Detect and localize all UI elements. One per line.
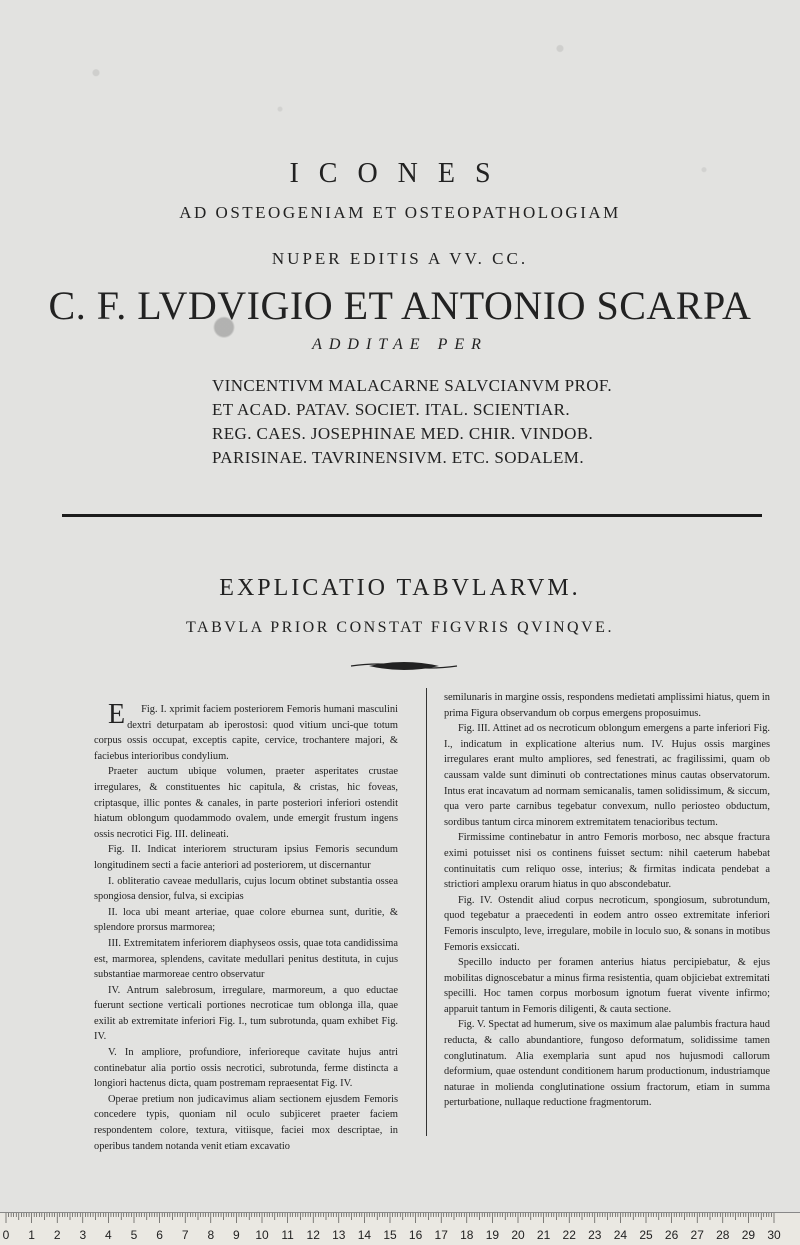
ruler-label: 16	[408, 1228, 423, 1242]
left-text-column	[94, 699, 398, 1154]
fig-prefix: Fig. I.	[141, 704, 167, 715]
paragraph	[94, 699, 398, 764]
ruler-label: 15	[383, 1228, 397, 1242]
paragraph: Fig. II. Indicat interiorem structuram ipsius Femoris secundum longitudinem secti a facie anteriori ad posteriorem, ut discernantur	[94, 844, 398, 871]
paragraph: Fig. IV. Ostendit aliud corpus necroticum, spongiosum, subrotundum, quod tegebatur a praecedenti in eodem antro osseo extremitate inferiori Femoris insculpto, leve, irregulare, mobile in loculo suo, & sonans in motibus Femoris exsiccati.	[444, 894, 770, 953]
paragraph: semilunaris in margine ossis, respondens medietati amplissimi hiatus, quem in prima Figura observandum ob corpus emergens proposuimus.	[444, 692, 770, 719]
title-authors: C. F. LVDVIGIO ET ANTONIO SCARPA	[48, 283, 752, 328]
ruler-label: 25	[639, 1228, 653, 1242]
paragraph: IV. Antrum salebrosum, irregulare, marmoreum, a quo eductae fuerunt sectione verticali portiones necroticae tum oblonga illa, quae exilit ab extremitate inferiori Fig. I., tum subrotunda, quam exhibet Fig. IV.	[94, 984, 398, 1043]
paragraph: Praeter auctum ubique volumen, praeter asperitates crustae irregulares, & constituentes hic capitula, & cristas, hic foveas, criptasque, illic pontes & canales, in parte posteriori inferiori ostendit hiatum oblongum quodammodo ovalem, unde emergit frustum ingens ossis necrotici Fig. III. delineati.	[94, 766, 398, 840]
section-heading: EXPLICATIO TABVLARVM.	[219, 575, 581, 601]
horizontal-rule	[62, 514, 762, 517]
ruler-label: 28	[716, 1228, 730, 1242]
author-line-4: PARISINAE. TAVRINENSIVM. ETC. SODALEM.	[212, 448, 584, 467]
ruler-label: 24	[613, 1228, 628, 1242]
ruler-label: 30	[767, 1228, 781, 1242]
ruler-label: 10	[255, 1228, 269, 1242]
ruler-label: 1	[28, 1228, 35, 1242]
author-line-3: REG. CAES. JOSEPHINAE MED. CHIR. VINDOB.	[212, 424, 594, 443]
paragraph: I. obliteratio caveae medullaris, cujus locum obtinet substantia ossea spongiosa densior, fulva, si excipias	[94, 875, 398, 903]
ruler-label: 23	[588, 1228, 602, 1242]
paragraph-text: xprimit faciem posteriorem Femoris humani masculini dextri deturpatam ab iperostosi: quod vitium unci-que totum corpus ossis occupat, exceptis capite, cervice, trochantere majori, & faciebus interioribus condylium.	[94, 704, 398, 762]
ruler-label: 27	[690, 1228, 704, 1242]
ruler-label: 7	[181, 1228, 189, 1242]
ruler-label: 9	[233, 1228, 240, 1242]
author-line-2: ET ACAD. PATAV. SOCIET. ITAL. SCIENTIAR.	[212, 400, 571, 419]
ornament-divider-icon	[349, 656, 459, 676]
paragraph: Fig. III. Attinet ad os necroticum oblongum emergens a parte inferiori Fig. I., indicatum in explicatione alterius num. IV. Hujus ossis margines irregulares erant multo ampliores, sed fenestrati, ac fragilissimi, quam ob caussam valde sunt diminuti ob contrectationes minus cautas observatorum. Intus erat incavatum ad normam semicanalis, tamen solidissimum, & siccum, qua vero parte carnibus tegebatur convexum, nullo periosteo obductum, sordibus tantum circa minorem extremitatem tenacioribus tectum.	[444, 723, 770, 828]
ruler-label: 17	[434, 1228, 448, 1242]
ruler-scale	[0, 1213, 800, 1245]
column-divider	[426, 688, 427, 1136]
title-additae: ADDITAE PER	[312, 336, 488, 353]
paragraph: Fig. V. Spectat ad humerum, sive os maximum alae palumbis fractura haud reducta, & callo abundantiore, fungoso deformatum, solidissime tamen conglutinatum. Alia exemplaria sunt apud nos hujusmodi callorum deformium, quae ostendunt conditionem harum productionum, industriamque naturae in molienda conglutinatione ossium fractorum, etiam in summa perturbatione, nullaque reductione fragmentorum.	[444, 1019, 770, 1109]
ruler-label: 14	[357, 1228, 372, 1242]
ruler-label: 3	[79, 1228, 87, 1242]
paragraph: Operae pretium non judicavimus aliam sectionem ejusdem Femoris concedere typis, quoniam nil oculo subjiceret praeter faciem respondentem colore, textura, vitiisque, faciei mox descriptae, in operibus tandem notanda venit etiam excavatio	[94, 1093, 398, 1152]
ruler-label: 13	[332, 1228, 346, 1242]
right-text-column	[444, 690, 770, 1111]
ruler-label: 26	[664, 1228, 679, 1242]
ruler-label: 19	[485, 1228, 500, 1242]
paragraph: III. Extremitatem inferiorem diaphyseos ossis, quae tota candidissima est, marmorea, splendens, cavitate medullari penitus destituta, in cujus substantiae marmoreae centro observatur	[94, 937, 398, 981]
ruler-label: 8	[207, 1228, 215, 1242]
title-nuper: NUPER EDITIS A VV. CC.	[271, 249, 529, 268]
paragraph: V. In ampliore, profundiore, inferioreque cavitate hujus antri continebatur alia portio ossis necrotici, subrotunda, ferme distincta a longiori hactenus dicta, quam postremam repraesentat Fig. IV.	[94, 1047, 398, 1090]
ruler-label: 21	[536, 1228, 551, 1242]
ruler-label: 2	[53, 1228, 61, 1242]
ruler-label: 0	[2, 1228, 10, 1242]
ruler-label: 5	[130, 1228, 138, 1242]
section-subheading: TABVLA PRIOR CONSTAT FIGVRIS QVINQVE.	[186, 619, 614, 636]
paragraph: Specillo inducto per foramen anterius hiatus percipiebatur, & ejus mobilitas dignoscebatur a minus firma resistentia, quam objiciebat extremitati specilli. Hoc tamen corpus morbosum ignotum fuerat vivente infirmo; apparuit tantum in Femoris diligenti, & cauta sectione.	[444, 957, 770, 1015]
ruler-label: 29	[741, 1228, 756, 1242]
ruler-label: 11	[281, 1228, 294, 1242]
ruler-label: 20	[511, 1228, 525, 1242]
author-line-1: VINCENTIVM MALACARNE SALVCIANVM PROF.	[212, 376, 613, 395]
paragraph: Firmissime continebatur in antro Femoris morboso, nec absque fractura eximi potuisset nisi os continens fuisset sectum: nihil caeterum habebat continuitatis cum reliquo osse, interius; & firmitas indicata pendebat a strictiori amplexu orarum hiatus in quo abscondebatur.	[444, 832, 770, 891]
ruler-label: 12	[306, 1228, 320, 1242]
drop-capital: E	[108, 699, 126, 730]
measurement-ruler	[0, 1212, 800, 1245]
title-subject: AD OSTEOGENIAM ET OSTEOPATHOLOGIAM	[179, 203, 621, 222]
title-icones: ICONES	[289, 158, 511, 189]
ruler-label: 6	[156, 1228, 163, 1242]
ruler-label: 22	[562, 1228, 576, 1242]
ruler-label: 4	[105, 1228, 112, 1242]
ruler-label: 18	[460, 1228, 474, 1242]
paragraph: II. loca ubi meant arteriae, quae colore eburnea sunt, duritie, & splendore prorsus marmorea;	[94, 906, 398, 934]
